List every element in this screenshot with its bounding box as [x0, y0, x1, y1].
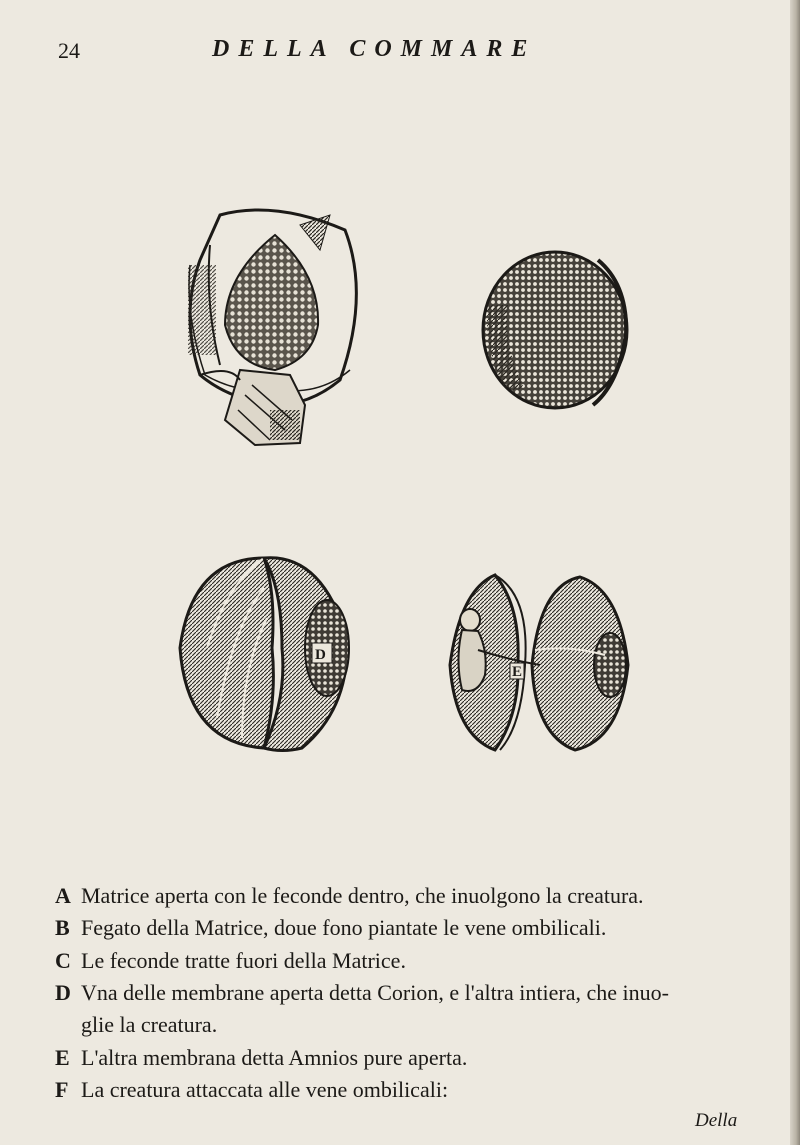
catchword: Della	[695, 1110, 738, 1131]
legend-item-c	[55, 945, 775, 977]
legend-item-b	[55, 912, 775, 944]
running-title: DELLA COMMARE	[212, 36, 537, 62]
legend-text: Vna delle membrane aperta detta Corion, e l'altra intiera, che inuo-	[81, 979, 669, 1005]
legend-key: C	[55, 947, 71, 973]
figure-label-d: D	[315, 647, 326, 663]
page-number: 24	[58, 38, 80, 63]
legend-item-f	[55, 1074, 775, 1106]
figure-liver-of-womb	[478, 245, 633, 415]
figure-label-e: E	[512, 664, 523, 680]
legend-text-continuation: glie la creatura.	[81, 1012, 218, 1038]
legend-text: Le feconde tratte fuori della Matrice.	[81, 947, 406, 973]
figure-legend	[55, 880, 775, 1106]
legend-text: Fegato della Matrice, doue fono piantate le vene ombilicali.	[81, 915, 607, 941]
legend-item-e	[55, 1042, 775, 1074]
legend-item-d	[55, 977, 775, 1009]
page-edge	[790, 0, 800, 1145]
legend-text: La creatura attaccata alle vene ombilicali:	[81, 1076, 449, 1102]
legend-key: D	[55, 979, 71, 1005]
legend-key: A	[55, 883, 71, 908]
legend-key: B	[55, 915, 70, 941]
legend-key: F	[55, 1076, 69, 1102]
figure-membrane-amnios-with-fetus	[440, 565, 640, 760]
figure-opened-womb	[180, 205, 365, 450]
legend-text: Matrice aperta con le feconde dentro, che inuolgono la creatura.	[81, 883, 644, 908]
figure-membrane-corion	[172, 548, 357, 758]
legend-key: E	[55, 1044, 70, 1070]
legend-item-a	[55, 880, 775, 912]
legend-text: L'altra membrana detta Amnios pure aperta.	[81, 1044, 468, 1070]
